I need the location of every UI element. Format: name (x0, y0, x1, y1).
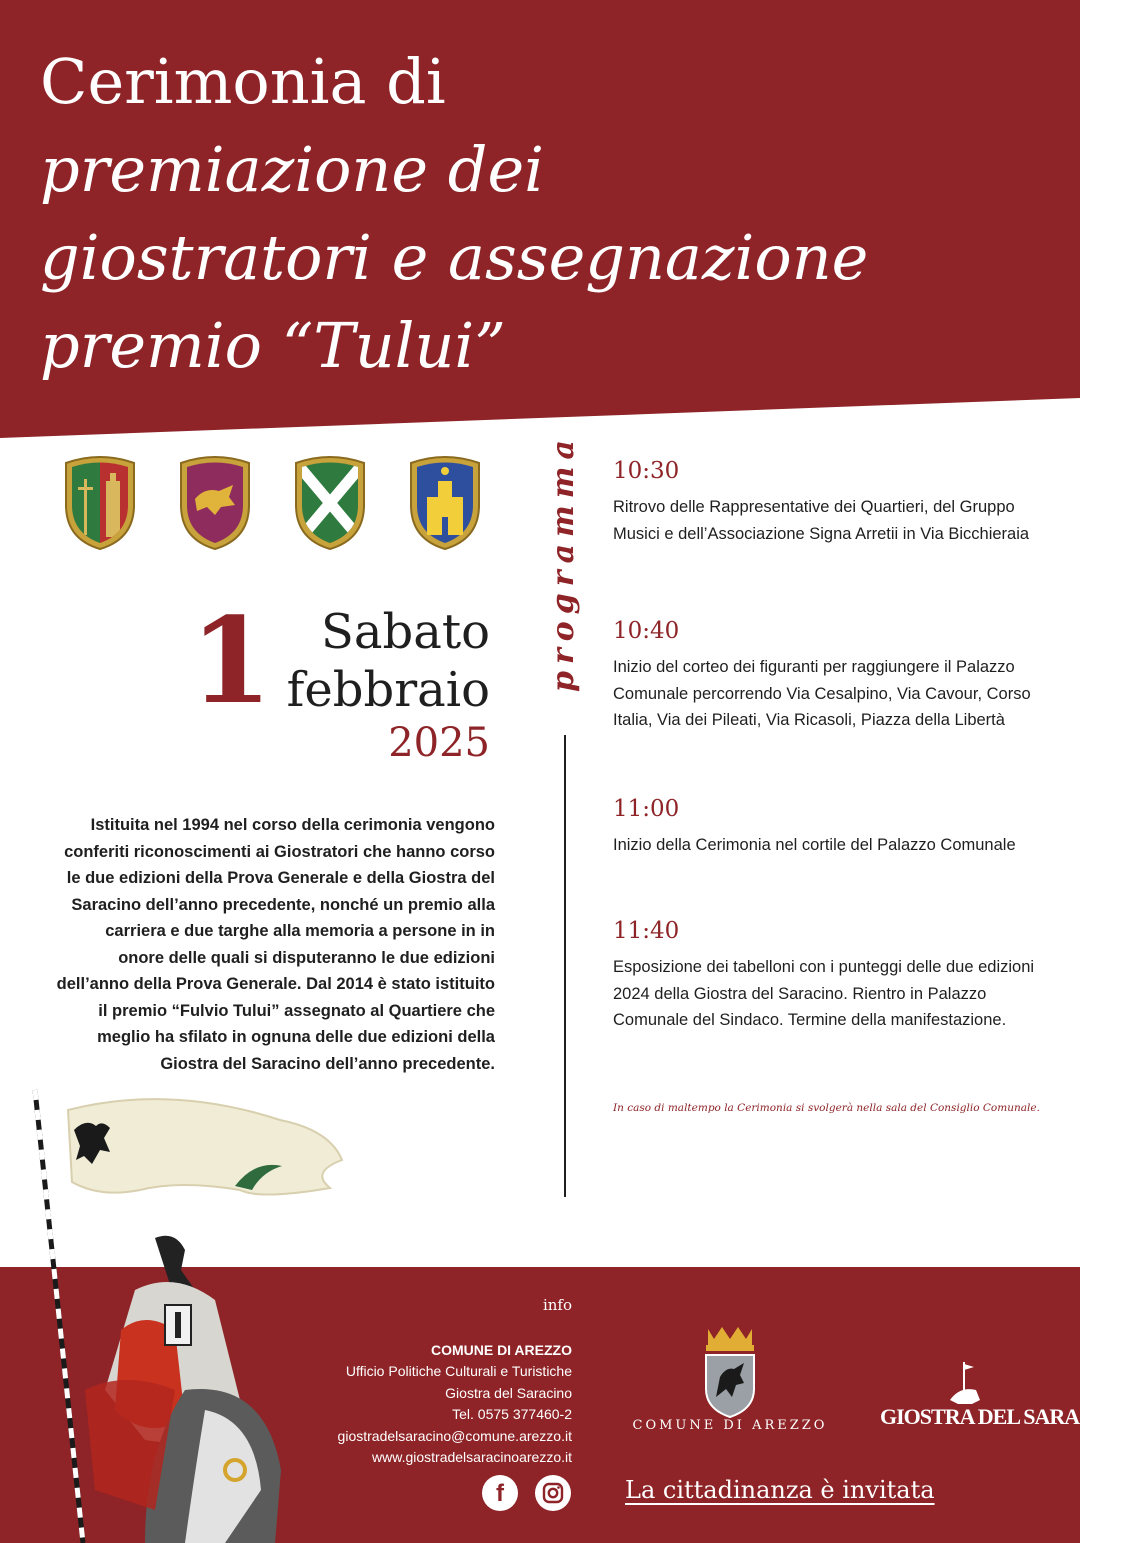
page-title (40, 38, 1050, 390)
instagram-icon[interactable] (535, 1475, 571, 1511)
title-line: Cerimonia di (40, 45, 446, 118)
schedule-item (613, 916, 1053, 1034)
schedule-description: Inizio della Cerimonia nel cortile del Palazzo Comunale (613, 836, 1016, 854)
info-organization: COMUNE DI AREZZO (430, 1342, 572, 1358)
invitation-text: La cittadinanza è invitata (625, 1476, 935, 1504)
event-description: Istituita nel 1994 nel corso della cerimonia vengono conferiti riconoscimenti ai Giostratori che hanno corso le due edizioni della Prova Generale e della Giostra del Saracino dell’anno precedente, nonché un premio alla carriera e due targhe alla memoria a persone in in onore delle quali si disputeranno le due edizioni dell’anno della Prova Generale. Dal 2014 è stato istituito il premio “Fulvio Tului” assegnato al Quartiere che meglio ha sfilato in ognuna delle due edizioni della Giostra del Saracino dell’anno precedente. (56, 816, 495, 1073)
info-title: info (542, 1296, 572, 1314)
schedule-time: 10:30 (613, 458, 680, 484)
crest-porta-sant-andrea-icon (290, 455, 370, 551)
crest-porta-del-foro-icon (405, 455, 485, 551)
quarter-crests (60, 455, 470, 555)
schedule-time: 11:40 (613, 918, 680, 944)
date-year: 2025 (388, 720, 490, 766)
program-divider (564, 735, 566, 1197)
schedule-item (613, 794, 1053, 859)
program-label: programma (546, 433, 581, 692)
schedule-item (613, 616, 1053, 734)
info-block (252, 1296, 572, 1469)
crest-porta-santo-spirito-icon (175, 455, 255, 551)
crest-porta-crucifera-icon (60, 455, 140, 551)
schedule-description: Inizio del corteo dei figuranti per raggiungere il Palazzo Comunale percorrendo Via Cesalpino, Via Cavour, Corso Italia, Via dei Pileati, Via Ricasoli, Piazza della Libertà (613, 658, 1031, 729)
instagram-glyph-icon (535, 1475, 571, 1511)
comune-logo-text: COMUNE DI AREZZO (632, 1418, 828, 1433)
title-line: giostratori e assegnazione (40, 221, 869, 294)
giostra-logo-text: GIOSTRA DEL SARACINO (880, 1404, 1133, 1429)
event-date (190, 591, 500, 770)
info-email[interactable]: giostradelsaracino@comune.arezzo.it (337, 1427, 572, 1444)
info-website[interactable]: www.giostradelsaracinoarezzo.it (372, 1449, 572, 1465)
facebook-icon[interactable]: f (482, 1475, 518, 1511)
date-month: febbraio (286, 662, 490, 718)
title-line: premio “Tului” (40, 309, 506, 382)
schedule-description: Ritrovo delle Rappresentative dei Quartieri, del Gruppo Musici e dell’Associazione Signa Arretii in Via Bicchieraia (613, 498, 1030, 543)
date-weekday: Sabato (320, 604, 490, 660)
schedule-time: 11:00 (613, 796, 680, 822)
info-phone: Tel. 0575 377460-2 (452, 1406, 572, 1422)
schedule-time: 10:40 (613, 618, 680, 644)
schedule-item (613, 456, 1053, 547)
title-line: premiazione dei (40, 133, 544, 206)
knight-illustration-icon (25, 1090, 285, 1543)
weather-note: In caso di maltempo la Cerimonia si svolgerà nella sala del Consiglio Comunale. (613, 1102, 1040, 1114)
info-office: Ufficio Politiche Culturali e Turistiche (345, 1363, 572, 1379)
schedule-description: Esposizione dei tabelloni con i punteggi delle due edizioni 2024 della Giostra del Saracino. Rientro in Palazzo Comunale del Sindaco. Termine della manifestazione. (613, 958, 1035, 1029)
info-department: Giostra del Saracino (445, 1384, 572, 1401)
date-day: 1 (190, 591, 273, 730)
